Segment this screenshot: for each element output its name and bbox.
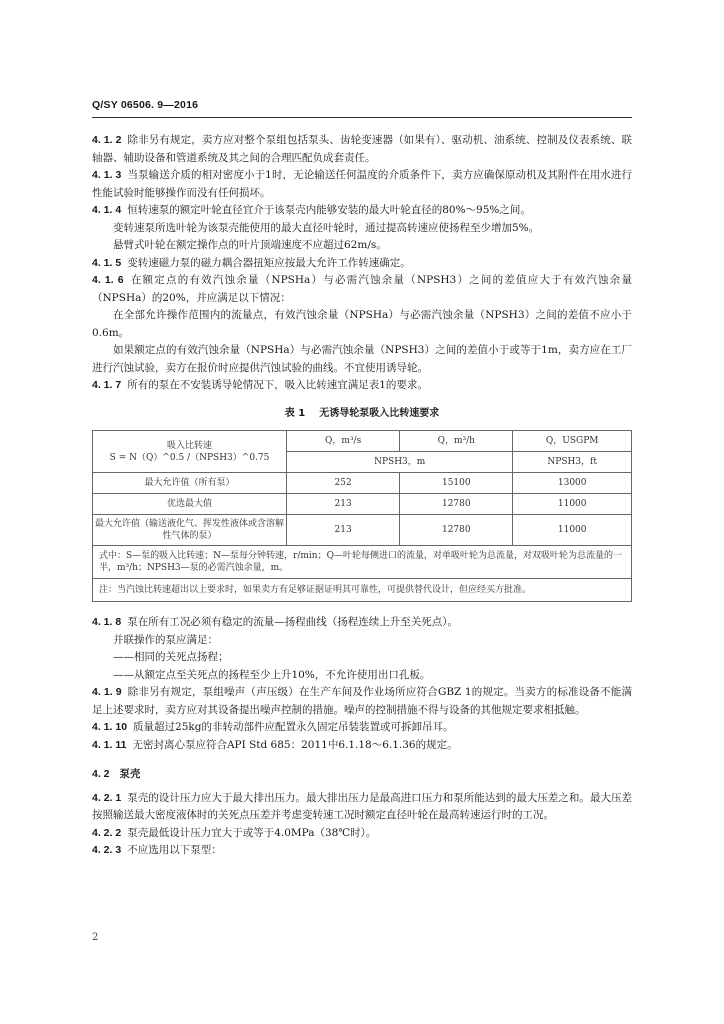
clause-number: 4. 1. 6 bbox=[92, 274, 124, 286]
paragraph bbox=[92, 825, 632, 843]
paragraph bbox=[92, 790, 632, 825]
paragraph-text: 无密封离心泵应符合API Std 685：2011中6.1.18～6.1.36的规定。 bbox=[132, 738, 458, 751]
paragraph-text: 在额定点的有效汽蚀余量（NPSHa）与必需汽蚀余量（NPSH3）之间的差值应大于有效汽蚀余量（NPSHa）的20%，并应满足以下情况： bbox=[92, 274, 632, 304]
table-row bbox=[93, 515, 632, 546]
row-value: 11000 bbox=[513, 515, 632, 546]
row-value: 13000 bbox=[513, 473, 632, 494]
paragraph bbox=[92, 272, 632, 307]
formula-note: 式中：S—泵的吸入比转速；N—泵每分钟转速，r/min；Q—叶轮每侧进口的流量，对单吸叶轮为总流量，对双吸叶轮为总流量的一半，m³/h；NPSH3—泵的必需汽蚀余量，m。 bbox=[93, 546, 632, 579]
section-4-2-heading bbox=[92, 766, 632, 784]
paragraph-text: 泵壳最低设计压力宜大于或等于4.0MPa（38℃时）。 bbox=[127, 826, 377, 839]
col-header-q-m3s: Q，m³/s bbox=[287, 431, 400, 452]
paragraph-text: ——相同的关死点扬程； bbox=[113, 651, 229, 663]
row-value: 213 bbox=[287, 494, 400, 515]
paragraph bbox=[92, 842, 632, 860]
paragraph bbox=[92, 202, 632, 220]
paragraph bbox=[92, 220, 632, 238]
paragraph bbox=[92, 614, 632, 632]
clause-number: 4. 1. 5 bbox=[92, 256, 122, 269]
paragraph-text: 泵在所有工况必须有稳定的流量—扬程曲线（扬程连续上升至关死点）。 bbox=[127, 616, 458, 628]
header-left-cell bbox=[93, 431, 287, 473]
paragraph-text: 并联操作的泵应满足： bbox=[113, 633, 218, 646]
paragraph bbox=[92, 255, 632, 273]
table-note: 注：当汽蚀比转速超出以上要求时，如果卖方有足够证据证明其可靠性，可提供替代设计，但应经买方批准。 bbox=[93, 579, 632, 602]
table-caption-title: 无诱导轮泵吸入比转速要求 bbox=[319, 407, 440, 419]
document-body bbox=[92, 132, 632, 860]
standard-code: Q/SY 06506. 9—2016 bbox=[92, 99, 199, 111]
table-row bbox=[93, 473, 632, 494]
clause-number: 4. 1. 4 bbox=[92, 204, 122, 216]
paragraph bbox=[92, 237, 632, 255]
paragraph bbox=[92, 132, 632, 167]
paragraph-text: 变转速泵所选叶轮为该泵壳能使用的最大直径叶轮时，通过提高转速应使扬程至少增加5%。 bbox=[113, 221, 540, 234]
row-label: 最大允许值（所有泵） bbox=[93, 473, 287, 494]
section-4-2-number: 4. 2 bbox=[92, 768, 110, 780]
row-value: 15100 bbox=[400, 473, 513, 494]
clause-number: 4. 1. 10 bbox=[92, 721, 128, 733]
table-caption bbox=[92, 405, 632, 423]
row-value: 213 bbox=[287, 515, 400, 546]
paragraph bbox=[92, 342, 632, 377]
table-caption-number: 表 1 bbox=[284, 407, 306, 419]
paragraph-text: 除非另有规定，泵组噪声（声压级）在生产车间及作业场所应符合GBZ 1的规定。当卖方的标准设备不能满足上述要求时，卖方应对其设备提出噪声控制的措施。噪声的控制措施不得与设备的其他规定要求相抵触。 bbox=[92, 686, 632, 716]
row-value: 12780 bbox=[400, 494, 513, 515]
paragraph bbox=[92, 737, 632, 755]
paragraph bbox=[92, 307, 632, 342]
col-header-q-usgpm: Q，USGPM bbox=[513, 431, 632, 452]
paragraph-text: 不应选用以下泵型： bbox=[127, 844, 222, 856]
paragraph bbox=[92, 667, 632, 685]
paragraph-text: 恒转速泵的额定叶轮直径宜介于该泵壳内能够安装的最大叶轮直径的80%～95%之间。 bbox=[127, 204, 531, 216]
paragraph-text: 泵壳的设计压力应大于最大排出压力。最大排出压力是最高进口压力和泵所能达到的最大压差之和。最大压差按照输送最大密度液体时的关死点压差并考虑变转速工况时额定直径叶轮在最高转速运行时的工况。 bbox=[92, 791, 632, 821]
paragraph bbox=[92, 632, 632, 650]
col-header-npsh-m: NPSH3，m bbox=[287, 452, 513, 473]
paragraph-text: ——从额定点至关死点的扬程至少上升10%，不允许使用出口孔板。 bbox=[113, 668, 431, 681]
paragraph bbox=[92, 167, 632, 202]
col-header-npsh-ft: NPSH3，ft bbox=[513, 452, 632, 473]
paragraph-text: 质量超过25kg的非转动部件应配置永久固定吊装装置或可拆卸吊耳。 bbox=[133, 721, 454, 733]
clause-number: 4. 2. 3 bbox=[92, 844, 122, 856]
col-header-q-m3h: Q，m³/h bbox=[400, 431, 513, 452]
paragraph-text: 所有的泵在不安装诱导轮情况下，吸入比转速宜满足表1的要求。 bbox=[127, 379, 428, 391]
clause-number: 4. 1. 11 bbox=[92, 738, 127, 751]
paragraph bbox=[92, 377, 632, 395]
row-value: 12780 bbox=[400, 515, 513, 546]
clause-number: 4. 1. 3 bbox=[92, 169, 122, 181]
paragraph bbox=[92, 684, 632, 719]
paragraph-text: 除非另有规定，卖方应对整个泵组包括泵头、齿轮变速器（如果有）、驱动机、油系统、控制及仪表系统、联轴器、辅助设备和管道系统及其之间的合理匹配负成套责任。 bbox=[92, 134, 632, 164]
paragraph-text: 如果额定点的有效汽蚀余量（NPSHa）与必需汽蚀余量（NPSH3）之间的差值小于或等于1m，卖方应在工厂进行汽蚀试验，卖方在报价时应提供汽蚀试验的曲线。不宜使用诱导轮。 bbox=[92, 344, 632, 374]
clause-number: 4. 2. 1 bbox=[92, 791, 122, 804]
clause-number: 4. 2. 2 bbox=[92, 826, 122, 839]
row-value: 11000 bbox=[513, 494, 632, 515]
paragraph-text: 悬臂式叶轮在额定操作点的叶片顶端速度不应超过62m/s。 bbox=[113, 239, 387, 251]
paragraph-text: 当泵输送介质的相对密度小于1时，无论输送任何温度的介质条件下，卖方应确保原动机及其附件在用水进行性能试验时能够操作而没有任何损坏。 bbox=[92, 169, 632, 199]
header-left-formula: S = N（Q）^0.5 /（NPSH3）^0.75 bbox=[109, 452, 270, 463]
paragraph-text: 在全部允许操作范围内的流量点，有效汽蚀余量（NPSHa）与必需汽蚀余量（NPSH3）之间的差值不应小于0.6m。 bbox=[92, 309, 632, 339]
row-label: 优选最大值 bbox=[93, 494, 287, 515]
clause-number: 4. 1. 7 bbox=[92, 379, 122, 391]
paragraph bbox=[92, 719, 632, 737]
suction-specific-speed-table bbox=[92, 430, 632, 602]
clause-number: 4. 1. 2 bbox=[92, 134, 122, 146]
page-number: 2 bbox=[92, 932, 99, 943]
row-label: 最大允许值（输送液化气、挥发性液体或含溶解性气体的泵） bbox=[93, 515, 287, 546]
clause-number: 4. 1. 8 bbox=[92, 616, 122, 628]
section-4-2-title: 泵壳 bbox=[119, 768, 141, 780]
row-value: 252 bbox=[287, 473, 400, 494]
table-row bbox=[93, 494, 632, 515]
paragraph-text: 变转速磁力泵的磁力耦合器扭矩应按最大允许工作转速确定。 bbox=[127, 256, 411, 269]
paragraph bbox=[92, 649, 632, 667]
header-left-title: 吸入比转速 bbox=[167, 440, 213, 451]
header-rule bbox=[92, 117, 632, 118]
clause-number: 4. 1. 9 bbox=[92, 686, 122, 698]
